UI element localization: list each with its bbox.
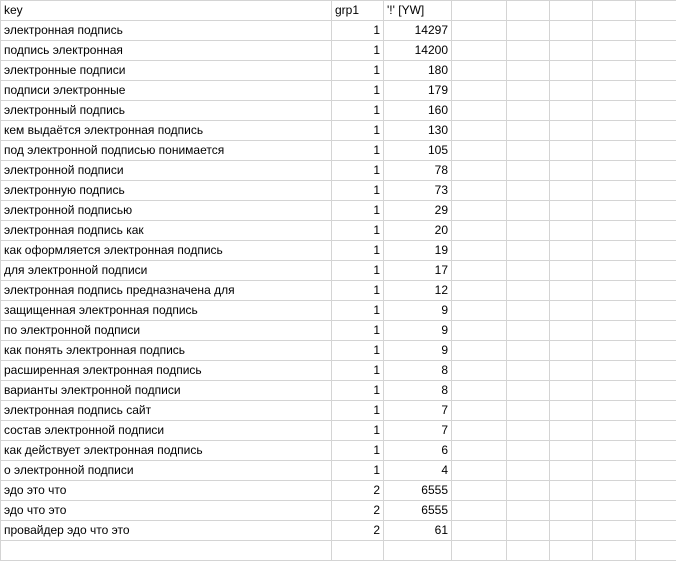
cell-empty-4[interactable]	[593, 221, 636, 241]
cell-empty-4[interactable]	[593, 181, 636, 201]
table-row[interactable]	[1, 221, 676, 241]
cell-empty-2[interactable]	[507, 321, 550, 341]
cell-empty-1[interactable]	[452, 61, 507, 81]
cell-grp1[interactable]: 1	[332, 41, 384, 61]
cell-empty-5[interactable]	[636, 521, 676, 541]
cell-empty-1[interactable]	[452, 21, 507, 41]
cell-key[interactable]: электронной подписью	[1, 201, 332, 221]
cell-yw[interactable]: 7	[384, 421, 452, 441]
cell-empty-3[interactable]	[550, 421, 593, 441]
cell-key[interactable]: кем выдаётся электронная подпись	[1, 121, 332, 141]
cell-empty-1[interactable]	[452, 381, 507, 401]
cell-key[interactable]: как понять электронная подпись	[1, 341, 332, 361]
cell-empty-1[interactable]	[452, 181, 507, 201]
cell-yw[interactable]: 105	[384, 141, 452, 161]
cell-empty-4[interactable]	[593, 441, 636, 461]
header-cell-empty-5[interactable]	[636, 1, 676, 21]
cell-yw[interactable]: 73	[384, 181, 452, 201]
table-row[interactable]	[1, 121, 676, 141]
cell-yw[interactable]: 9	[384, 301, 452, 321]
cell-grp1[interactable]: 1	[332, 441, 384, 461]
cell-grp1[interactable]: 1	[332, 141, 384, 161]
cell-empty-1[interactable]	[452, 541, 507, 561]
cell-key[interactable]: под электронной подписью понимается	[1, 141, 332, 161]
table-row[interactable]	[1, 301, 676, 321]
cell-empty-4[interactable]	[593, 101, 636, 121]
cell-key[interactable]: эдо это что	[1, 481, 332, 501]
cell-key[interactable]: защищенная электронная подпись	[1, 301, 332, 321]
cell-grp1[interactable]: 1	[332, 241, 384, 261]
table-header-row	[1, 1, 676, 21]
cell-grp1[interactable]: 1	[332, 321, 384, 341]
cell-empty-2[interactable]	[507, 301, 550, 321]
cell-empty-3[interactable]	[550, 401, 593, 421]
table-row[interactable]	[1, 481, 676, 501]
cell-empty-3[interactable]	[550, 81, 593, 101]
cell-empty-3[interactable]	[550, 41, 593, 61]
cell-key[interactable]: о электронной подписи	[1, 461, 332, 481]
table-row[interactable]	[1, 441, 676, 461]
cell-empty-5[interactable]	[636, 421, 676, 441]
table-row[interactable]	[1, 101, 676, 121]
cell-yw[interactable]: 29	[384, 201, 452, 221]
cell-empty-3[interactable]	[550, 541, 593, 561]
cell-empty-3[interactable]	[550, 21, 593, 41]
cell-empty-1[interactable]	[452, 521, 507, 541]
cell-key[interactable]: по электронной подписи	[1, 321, 332, 341]
cell-yw[interactable]: 20	[384, 221, 452, 241]
cell-empty-5[interactable]	[636, 441, 676, 461]
cell-empty-2[interactable]	[507, 21, 550, 41]
cell-empty-2[interactable]	[507, 341, 550, 361]
cell-empty-5[interactable]	[636, 301, 676, 321]
cell-empty-3[interactable]	[550, 381, 593, 401]
cell-empty-4[interactable]	[593, 161, 636, 181]
cell-empty-4[interactable]	[593, 481, 636, 501]
cell-grp1[interactable]: 1	[332, 61, 384, 81]
cell-empty-3[interactable]	[550, 281, 593, 301]
cell-key[interactable]: подпись электронная	[1, 41, 332, 61]
cell-empty-4[interactable]	[593, 321, 636, 341]
cell-empty-2[interactable]	[507, 141, 550, 161]
cell-empty-3[interactable]	[550, 261, 593, 281]
cell-empty-2[interactable]	[507, 401, 550, 421]
cell-yw[interactable]: 8	[384, 381, 452, 401]
cell-empty-4[interactable]	[593, 141, 636, 161]
cell-empty-1[interactable]	[452, 441, 507, 461]
cell-yw[interactable]: 179	[384, 81, 452, 101]
cell-yw[interactable]: 78	[384, 161, 452, 181]
cell-key[interactable]: электронную подпись	[1, 181, 332, 201]
cell-grp1[interactable]: 1	[332, 381, 384, 401]
cell-empty-4[interactable]	[593, 401, 636, 421]
cell-empty-5[interactable]	[636, 21, 676, 41]
table-row[interactable]	[1, 501, 676, 521]
cell-empty-5[interactable]	[636, 541, 676, 561]
cell-key[interactable]: электронная подпись	[1, 21, 332, 41]
cell-grp1[interactable]: 1	[332, 121, 384, 141]
cell-empty-2[interactable]	[507, 221, 550, 241]
header-cell-grp1[interactable]: grp1	[332, 1, 384, 21]
cell-empty-4[interactable]	[593, 61, 636, 81]
cell-empty-1[interactable]	[452, 321, 507, 341]
cell-yw[interactable]: 19	[384, 241, 452, 261]
cell-empty-2[interactable]	[507, 101, 550, 121]
cell-empty-4[interactable]	[593, 421, 636, 441]
table-row[interactable]	[1, 21, 676, 41]
table-row[interactable]	[1, 61, 676, 81]
cell-key[interactable]	[1, 541, 332, 561]
header-cell-empty-4[interactable]	[593, 1, 636, 21]
cell-empty-5[interactable]	[636, 181, 676, 201]
cell-empty-3[interactable]	[550, 181, 593, 201]
cell-empty-2[interactable]	[507, 181, 550, 201]
cell-empty-3[interactable]	[550, 161, 593, 181]
cell-empty-3[interactable]	[550, 441, 593, 461]
cell-key[interactable]: провайдер эдо что это	[1, 521, 332, 541]
cell-empty-3[interactable]	[550, 341, 593, 361]
cell-grp1[interactable]: 1	[332, 401, 384, 421]
cell-empty-3[interactable]	[550, 201, 593, 221]
cell-empty-5[interactable]	[636, 241, 676, 261]
cell-empty-1[interactable]	[452, 41, 507, 61]
table-row[interactable]	[1, 201, 676, 221]
header-cell-empty-3[interactable]	[550, 1, 593, 21]
header-cell-empty-1[interactable]	[452, 1, 507, 21]
cell-empty-4[interactable]	[593, 241, 636, 261]
table-row[interactable]	[1, 381, 676, 401]
cell-empty-5[interactable]	[636, 361, 676, 381]
table-row[interactable]	[1, 421, 676, 441]
cell-yw[interactable]: 180	[384, 61, 452, 81]
table-row[interactable]	[1, 341, 676, 361]
cell-empty-1[interactable]	[452, 301, 507, 321]
cell-empty-2[interactable]	[507, 541, 550, 561]
cell-empty-5[interactable]	[636, 501, 676, 521]
cell-empty-5[interactable]	[636, 161, 676, 181]
cell-empty-3[interactable]	[550, 481, 593, 501]
cell-empty-3[interactable]	[550, 501, 593, 521]
cell-empty-2[interactable]	[507, 121, 550, 141]
cell-grp1[interactable]: 2	[332, 521, 384, 541]
cell-empty-1[interactable]	[452, 201, 507, 221]
cell-empty-3[interactable]	[550, 521, 593, 541]
cell-empty-5[interactable]	[636, 141, 676, 161]
table-row[interactable]	[1, 141, 676, 161]
cell-key[interactable]: варианты электронной подписи	[1, 381, 332, 401]
cell-yw[interactable]	[384, 541, 452, 561]
cell-empty-1[interactable]	[452, 481, 507, 501]
cell-grp1[interactable]: 1	[332, 201, 384, 221]
cell-key[interactable]: как действует электронная подпись	[1, 441, 332, 461]
cell-empty-3[interactable]	[550, 241, 593, 261]
cell-yw[interactable]: 17	[384, 261, 452, 281]
cell-empty-5[interactable]	[636, 221, 676, 241]
cell-empty-2[interactable]	[507, 481, 550, 501]
table-row[interactable]	[1, 41, 676, 61]
table-row[interactable]	[1, 241, 676, 261]
cell-empty-2[interactable]	[507, 41, 550, 61]
cell-empty-4[interactable]	[593, 501, 636, 521]
cell-empty-5[interactable]	[636, 481, 676, 501]
cell-empty-4[interactable]	[593, 361, 636, 381]
cell-empty-4[interactable]	[593, 541, 636, 561]
cell-yw[interactable]: 61	[384, 521, 452, 541]
cell-empty-5[interactable]	[636, 201, 676, 221]
cell-grp1[interactable]: 2	[332, 481, 384, 501]
cell-empty-1[interactable]	[452, 421, 507, 441]
cell-empty-1[interactable]	[452, 401, 507, 421]
cell-empty-4[interactable]	[593, 521, 636, 541]
cell-empty-1[interactable]	[452, 261, 507, 281]
cell-empty-5[interactable]	[636, 281, 676, 301]
cell-yw[interactable]: 9	[384, 321, 452, 341]
cell-empty-2[interactable]	[507, 81, 550, 101]
cell-empty-3[interactable]	[550, 321, 593, 341]
cell-empty-2[interactable]	[507, 361, 550, 381]
cell-empty-4[interactable]	[593, 121, 636, 141]
table-row[interactable]	[1, 541, 676, 561]
cell-yw[interactable]: 160	[384, 101, 452, 121]
header-cell-empty-2[interactable]	[507, 1, 550, 21]
cell-empty-5[interactable]	[636, 401, 676, 421]
cell-empty-5[interactable]	[636, 261, 676, 281]
cell-grp1[interactable]: 1	[332, 261, 384, 281]
cell-yw[interactable]: 130	[384, 121, 452, 141]
table-row[interactable]	[1, 361, 676, 381]
cell-key[interactable]: электронный подпись	[1, 101, 332, 121]
cell-empty-5[interactable]	[636, 41, 676, 61]
cell-empty-3[interactable]	[550, 301, 593, 321]
cell-empty-1[interactable]	[452, 161, 507, 181]
cell-empty-3[interactable]	[550, 61, 593, 81]
cell-empty-4[interactable]	[593, 81, 636, 101]
cell-empty-3[interactable]	[550, 121, 593, 141]
cell-empty-4[interactable]	[593, 301, 636, 321]
cell-empty-1[interactable]	[452, 281, 507, 301]
cell-grp1[interactable]	[332, 541, 384, 561]
cell-empty-2[interactable]	[507, 381, 550, 401]
cell-key[interactable]: состав электронной подписи	[1, 421, 332, 441]
cell-empty-1[interactable]	[452, 241, 507, 261]
cell-empty-1[interactable]	[452, 501, 507, 521]
cell-empty-3[interactable]	[550, 221, 593, 241]
cell-empty-1[interactable]	[452, 341, 507, 361]
cell-key[interactable]: расширенная электронная подпись	[1, 361, 332, 381]
cell-yw[interactable]: 6555	[384, 501, 452, 521]
cell-empty-3[interactable]	[550, 101, 593, 121]
cell-empty-4[interactable]	[593, 201, 636, 221]
cell-empty-1[interactable]	[452, 221, 507, 241]
table-row[interactable]	[1, 81, 676, 101]
cell-empty-5[interactable]	[636, 61, 676, 81]
cell-yw[interactable]: 14297	[384, 21, 452, 41]
cell-yw[interactable]: 6555	[384, 481, 452, 501]
cell-grp1[interactable]: 1	[332, 101, 384, 121]
cell-key[interactable]: электронные подписи	[1, 61, 332, 81]
cell-empty-5[interactable]	[636, 321, 676, 341]
cell-grp1[interactable]: 1	[332, 301, 384, 321]
cell-empty-5[interactable]	[636, 461, 676, 481]
cell-key[interactable]: эдо что это	[1, 501, 332, 521]
cell-empty-1[interactable]	[452, 141, 507, 161]
cell-empty-2[interactable]	[507, 241, 550, 261]
table-body	[1, 1, 676, 561]
cell-grp1[interactable]: 1	[332, 181, 384, 201]
cell-empty-5[interactable]	[636, 381, 676, 401]
cell-empty-5[interactable]	[636, 101, 676, 121]
table-row[interactable]	[1, 161, 676, 181]
cell-grp1[interactable]: 1	[332, 361, 384, 381]
cell-empty-5[interactable]	[636, 341, 676, 361]
header-cell-key[interactable]: key	[1, 1, 332, 21]
cell-key[interactable]: электронной подписи	[1, 161, 332, 181]
cell-grp1[interactable]: 1	[332, 281, 384, 301]
cell-empty-4[interactable]	[593, 261, 636, 281]
cell-empty-2[interactable]	[507, 261, 550, 281]
cell-yw[interactable]: 14200	[384, 41, 452, 61]
cell-empty-4[interactable]	[593, 461, 636, 481]
cell-empty-1[interactable]	[452, 361, 507, 381]
cell-empty-2[interactable]	[507, 61, 550, 81]
cell-empty-5[interactable]	[636, 121, 676, 141]
cell-key[interactable]: электронная подпись как	[1, 221, 332, 241]
cell-key[interactable]: подписи электронные	[1, 81, 332, 101]
cell-empty-2[interactable]	[507, 461, 550, 481]
cell-grp1[interactable]: 1	[332, 461, 384, 481]
cell-grp1[interactable]: 1	[332, 341, 384, 361]
cell-empty-1[interactable]	[452, 81, 507, 101]
cell-empty-2[interactable]	[507, 421, 550, 441]
cell-empty-4[interactable]	[593, 341, 636, 361]
cell-empty-4[interactable]	[593, 281, 636, 301]
cell-empty-2[interactable]	[507, 281, 550, 301]
cell-yw[interactable]: 9	[384, 341, 452, 361]
cell-empty-1[interactable]	[452, 101, 507, 121]
cell-empty-1[interactable]	[452, 461, 507, 481]
cell-yw[interactable]: 7	[384, 401, 452, 421]
cell-grp1[interactable]: 1	[332, 221, 384, 241]
table-row[interactable]	[1, 261, 676, 281]
cell-empty-2[interactable]	[507, 501, 550, 521]
cell-empty-4[interactable]	[593, 381, 636, 401]
cell-empty-2[interactable]	[507, 161, 550, 181]
cell-empty-4[interactable]	[593, 41, 636, 61]
cell-grp1[interactable]: 1	[332, 161, 384, 181]
cell-yw[interactable]: 4	[384, 461, 452, 481]
cell-grp1[interactable]: 2	[332, 501, 384, 521]
cell-empty-3[interactable]	[550, 361, 593, 381]
cell-grp1[interactable]: 1	[332, 421, 384, 441]
cell-empty-3[interactable]	[550, 461, 593, 481]
cell-yw[interactable]: 8	[384, 361, 452, 381]
cell-yw[interactable]: 12	[384, 281, 452, 301]
cell-empty-4[interactable]	[593, 21, 636, 41]
cell-key[interactable]: для электронной подписи	[1, 261, 332, 281]
table-row[interactable]	[1, 281, 676, 301]
table-row[interactable]	[1, 321, 676, 341]
cell-empty-2[interactable]	[507, 521, 550, 541]
cell-key[interactable]: электронная подпись предназначена для	[1, 281, 332, 301]
cell-grp1[interactable]: 1	[332, 21, 384, 41]
cell-empty-1[interactable]	[452, 121, 507, 141]
cell-empty-2[interactable]	[507, 201, 550, 221]
cell-grp1[interactable]: 1	[332, 81, 384, 101]
table-row[interactable]	[1, 401, 676, 421]
cell-key[interactable]: электронная подпись сайт	[1, 401, 332, 421]
cell-key[interactable]: как оформляется электронная подпись	[1, 241, 332, 261]
table-row[interactable]	[1, 181, 676, 201]
cell-yw[interactable]: 6	[384, 441, 452, 461]
header-cell-yw[interactable]: '!' [YW]	[384, 1, 452, 21]
cell-empty-2[interactable]	[507, 441, 550, 461]
cell-empty-3[interactable]	[550, 141, 593, 161]
cell-empty-5[interactable]	[636, 81, 676, 101]
table-row[interactable]	[1, 461, 676, 481]
table-row[interactable]	[1, 521, 676, 541]
